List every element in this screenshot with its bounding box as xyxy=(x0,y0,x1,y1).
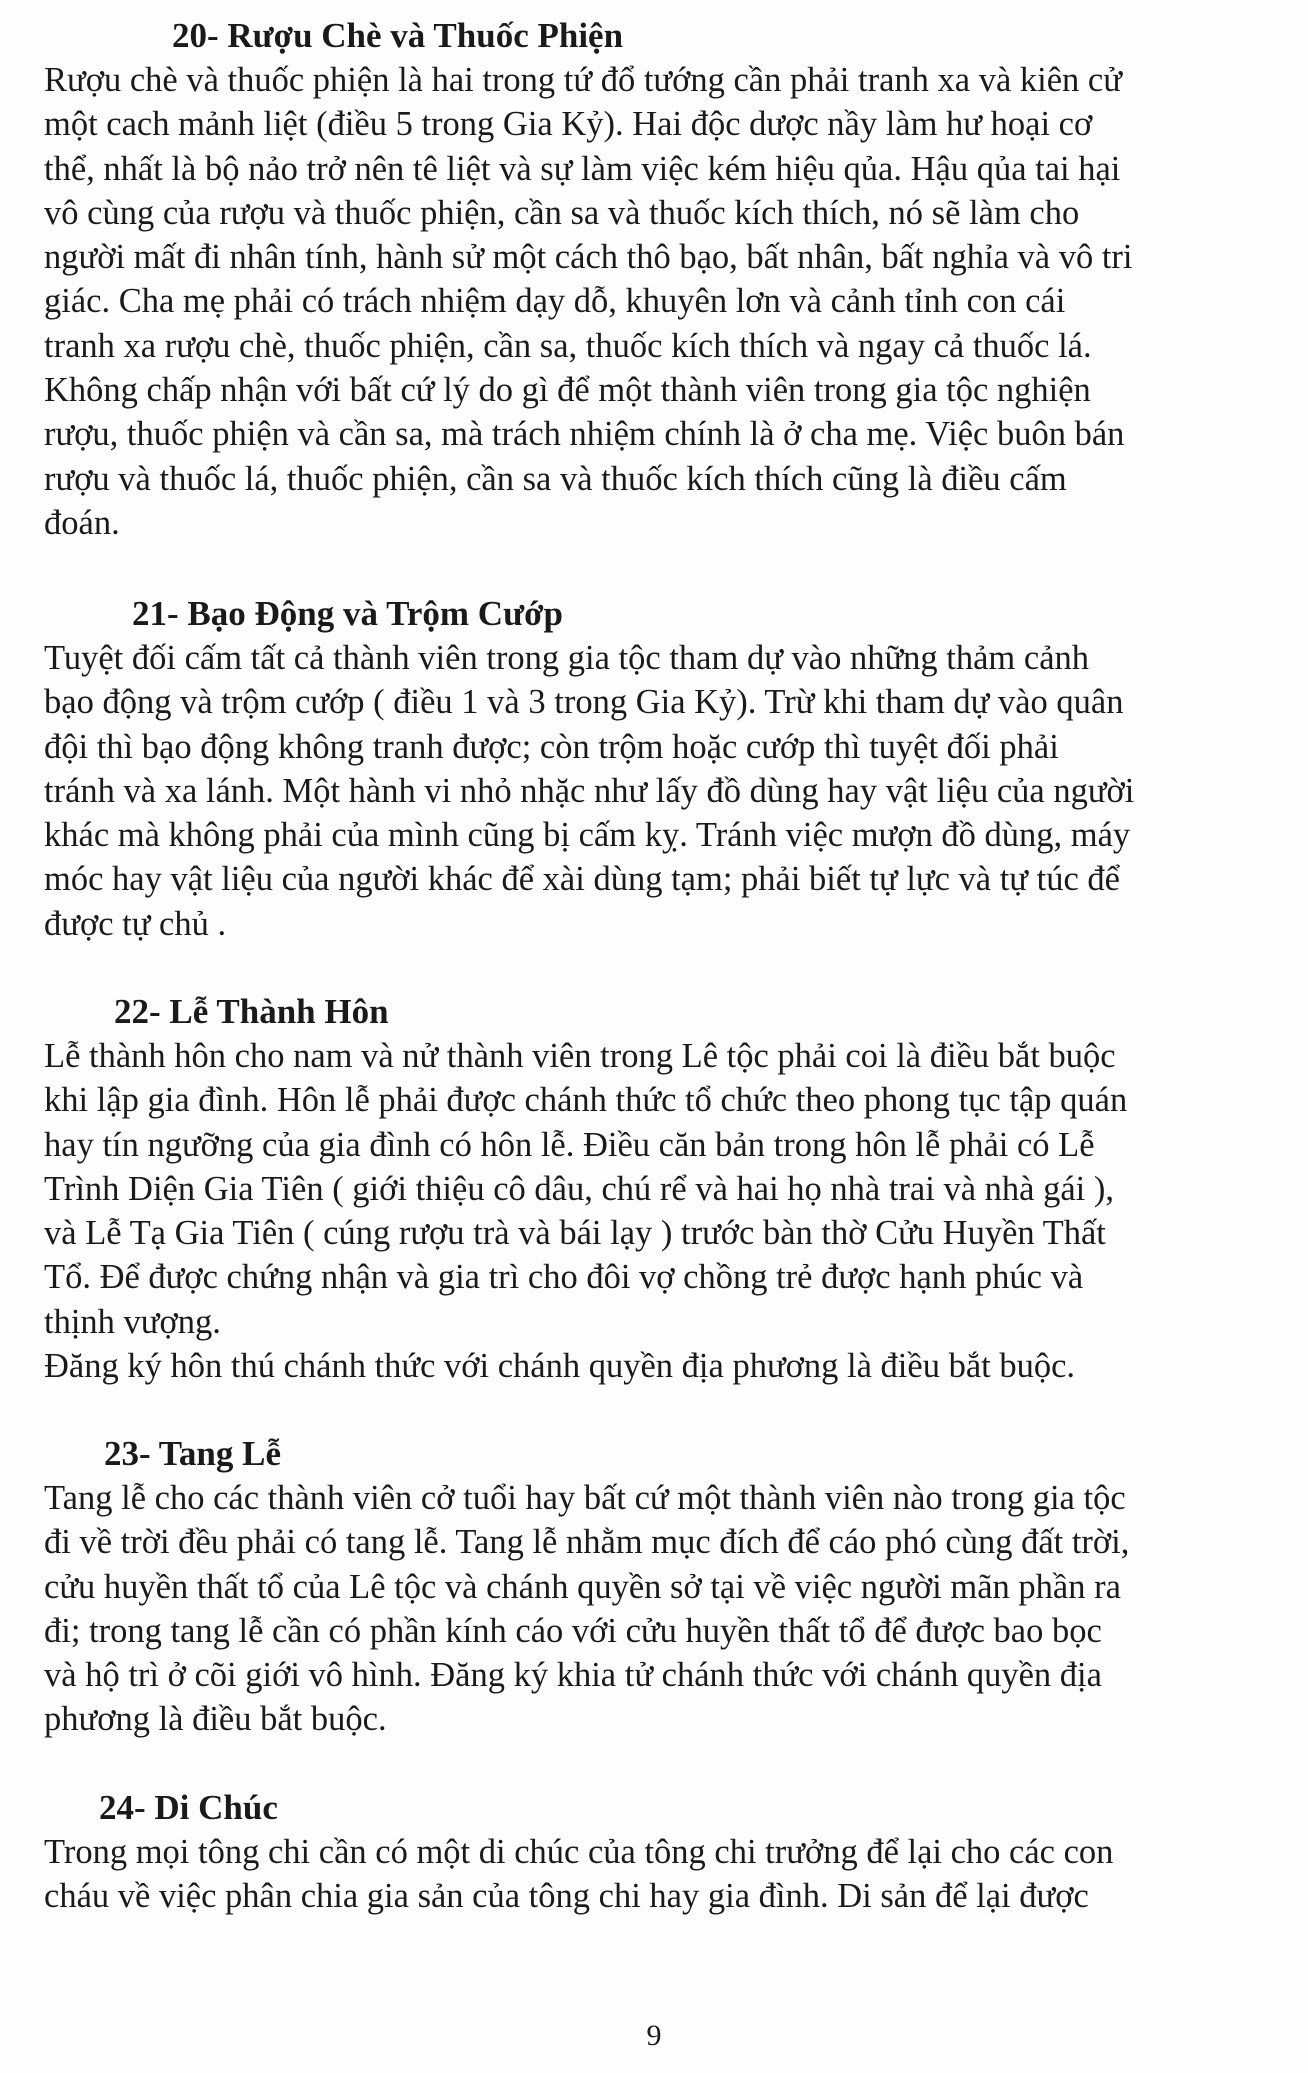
text-line: Trong mọi tông chi cần có một di chúc của tông chi trưởng để lại cho các con xyxy=(44,1833,1114,1871)
text-line: và hộ trì ở cõi giới vô hình. Đăng ký khia tử chánh thức với chánh quyền địa xyxy=(44,1656,1102,1695)
section-22 xyxy=(44,990,1269,1388)
section-body xyxy=(44,1830,1269,1919)
text-line: vô cùng của rượu và thuốc phiện, cần sa và thuốc kích thích, nó sẽ làm cho xyxy=(44,193,1080,232)
text-line: thể, nhất là bộ nảo trở nên tê liệt và sự làm việc kém hiệu qủa. Hậu qủa tai hại xyxy=(44,149,1121,188)
text-line: và Lễ Tạ Gia Tiên ( cúng rượu trà và bái lạy ) trước bàn thờ Cửu Huyền Thất xyxy=(44,1214,1106,1253)
text-line: Trình Diện Gia Tiên ( giới thiệu cô dâu, chú rể và hai họ nhà trai và nhà gái ), xyxy=(44,1169,1114,1208)
text-line: một cach mảnh liệt (điều 5 trong Gia Kỷ). Hai độc dược nầy làm hư hoại cơ xyxy=(44,105,1093,144)
text-line: rượu, thuốc phiện và cần sa, mà trách nhiệm chính là ở cha mẹ. Việc buôn bán xyxy=(44,415,1125,454)
text-line: Tuyệt đối cấm tất cả thành viên trong gia tộc tham dự vào những thảm cảnh xyxy=(44,639,1090,677)
section-heading: 21- Bạo Động và Trộm Cướp xyxy=(132,594,563,633)
text-line: giác. Cha mẹ phải có trách nhiệm dạy dỗ, khuyên lơn và cảnh tỉnh con cái xyxy=(44,282,1066,321)
text-line: người mất đi nhân tính, hành sử một cách thô bạo, bất nhân, bất nghỉa và vô tri xyxy=(44,238,1133,277)
section-24 xyxy=(44,1786,1269,1919)
text-line: khi lập gia đình. Hôn lễ phải được chánh thức tổ chức theo phong tục tập quán xyxy=(44,1081,1128,1120)
page-number: 9 xyxy=(646,2019,662,2052)
text-line: tranh xa rượu chè, thuốc phiện, cần sa, thuốc kích thích và ngay cả thuốc lá. xyxy=(44,326,1092,365)
section-heading: 20- Rượu Chè và Thuốc Phiện xyxy=(172,16,624,55)
text-line: phương là điều bắt buộc. xyxy=(44,1700,387,1739)
text-line: Tổ. Để được chứng nhận và gia trì cho đôi vợ chồng trẻ được hạnh phúc và xyxy=(44,1258,1084,1297)
text-line: Lễ thành hôn cho nam và nử thành viên trong Lê tộc phải coi là điều bắt buộc xyxy=(44,1037,1116,1075)
text-line: đoán. xyxy=(44,503,120,542)
text-line: móc hay vật liệu của người khác để xài dùng tạm; phải biết tự lực và tự túc để xyxy=(44,860,1120,899)
section-body xyxy=(44,1476,1269,1742)
text-line: được tự chủ . xyxy=(44,904,227,943)
section-body xyxy=(44,636,1269,946)
text-line: rượu và thuốc lá, thuốc phiện, cần sa và thuốc kích thích cũng là điều cấm xyxy=(44,459,1067,498)
text-line: cháu về việc phân chia gia sản của tông chi hay gia đình. Di sản để lại được xyxy=(44,1877,1089,1916)
text-line: Tang lễ cho các thành viên cở tuổi hay bất cứ một thành viên nào trong gia tộc xyxy=(44,1479,1126,1517)
section-23 xyxy=(44,1432,1269,1742)
section-20 xyxy=(44,14,1269,545)
text-line: Rượu chè và thuốc phiện là hai trong tứ đổ tướng cần phải tranh xa và kiên cử xyxy=(44,61,1122,99)
text-line: Đăng ký hôn thú chánh thức với chánh quyền địa phương là điều bắt buộc. xyxy=(44,1347,1076,1386)
section-heading: 24- Di Chúc xyxy=(99,1788,278,1827)
section-21 xyxy=(44,592,1269,946)
section-heading: 23- Tang Lễ xyxy=(104,1434,281,1473)
text-line: hay tín ngưỡng của gia đình có hôn lễ. Điều căn bản trong hôn lễ phải có Lễ xyxy=(44,1125,1095,1164)
section-body xyxy=(44,58,1269,545)
text-line: khác mà không phải của mình cũng bị cấm kỵ. Tránh việc mượn đồ dùng, máy xyxy=(44,816,1131,855)
text-line: thịnh vượng. xyxy=(44,1302,221,1341)
text-line: Không chấp nhận với bất cứ lý do gì để một thành viên trong gia tộc nghiện xyxy=(44,371,1091,410)
text-line: bạo động và trộm cướp ( điều 1 và 3 trong Gia Kỷ). Trừ khi tham dự vào quân xyxy=(44,683,1124,722)
text-line: cửu huyền thất tổ của Lê tộc và chánh quyền sở tại về việc người mãn phần ra xyxy=(44,1567,1121,1606)
text-line: đi; trong tang lễ cần có phần kính cáo với cửu huyền thất tổ để được bao bọc xyxy=(44,1611,1102,1650)
text-line: đi về trời đều phải có tang lễ. Tang lễ nhằm mục đích để cáo phó cùng đất trời, xyxy=(44,1523,1130,1562)
text-line: tránh và xa lánh. Một hành vi nhỏ nhặc như lấy đồ dùng hay vật liệu của người xyxy=(44,771,1135,810)
section-heading: 22- Lễ Thành Hôn xyxy=(114,992,389,1031)
text-line: đội thì bạo động không tranh được; còn trộm hoặc cướp thì tuyệt đối phải xyxy=(44,727,1059,766)
section-body xyxy=(44,1034,1269,1388)
